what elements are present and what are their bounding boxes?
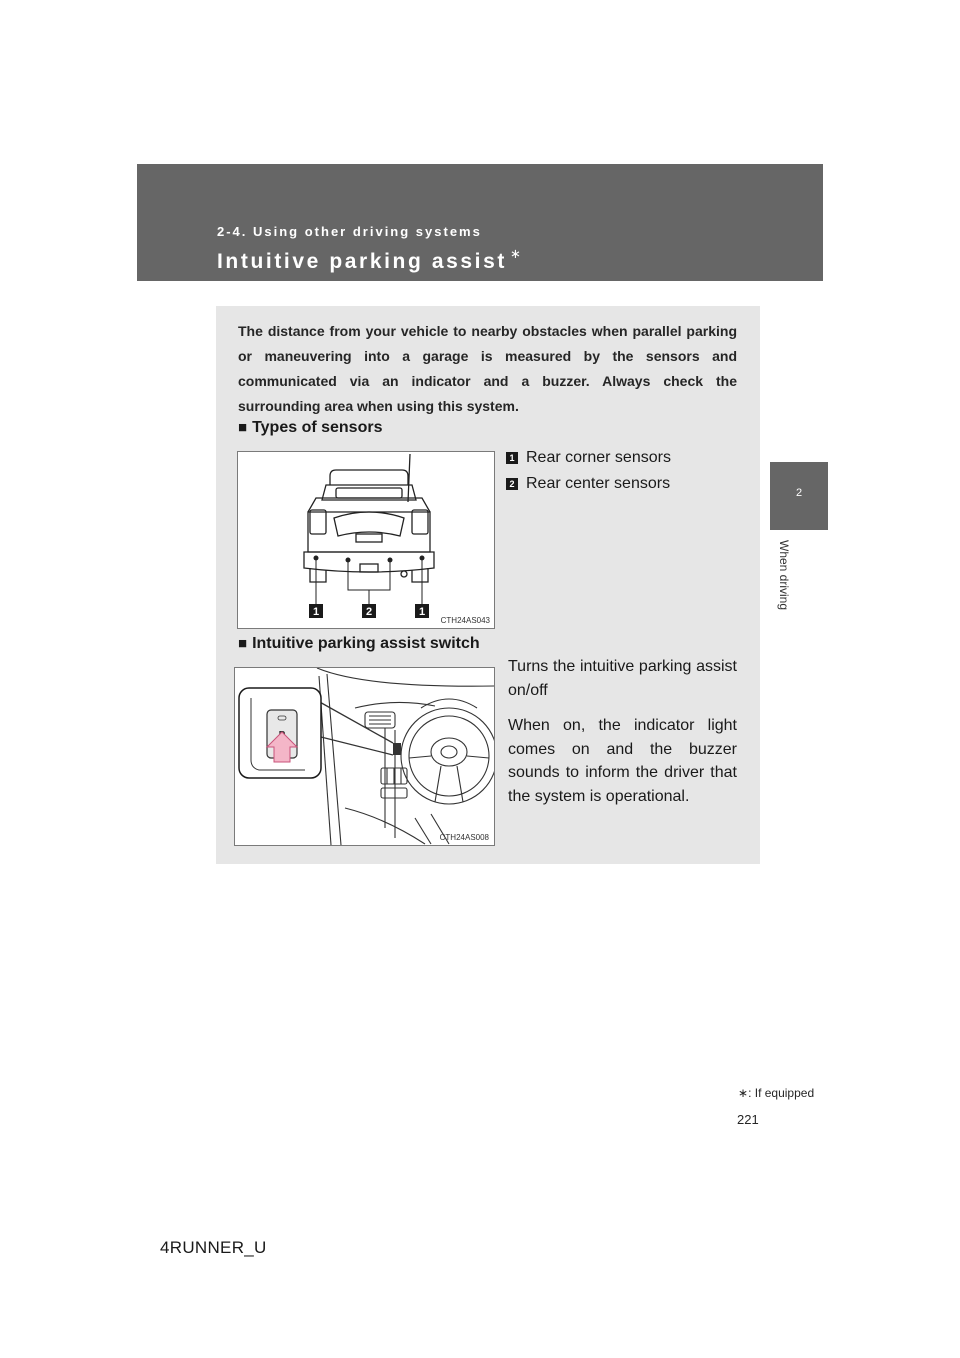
left-taillight	[310, 510, 326, 534]
roof-outline	[330, 470, 408, 485]
subheading-types-of-sensors	[238, 419, 382, 437]
square-bullet-icon: ■	[238, 419, 248, 436]
exhaust-tip	[401, 571, 407, 577]
page-header	[137, 164, 823, 281]
footnote	[738, 1086, 814, 1100]
subheading-parking-assist-switch	[238, 635, 480, 653]
page-title-text: Intuitive parking assist	[217, 250, 507, 273]
gauge-cluster	[421, 699, 477, 708]
legend-text: Rear center sensors	[526, 475, 671, 492]
description-on-off: Turns the intuitive parking assist on/off	[508, 658, 737, 699]
square-bullet-icon: ■	[238, 635, 248, 652]
right-taillight	[412, 510, 428, 534]
dash-top-line	[317, 668, 494, 686]
number-badge: 2	[506, 478, 518, 490]
callout-1-right: 1	[418, 606, 426, 618]
hitch-receiver	[360, 564, 378, 572]
legend-item-rear-corner-sensors	[506, 449, 671, 467]
model-code: 4RUNNER_U	[160, 1238, 267, 1257]
rear-sensors-figure	[237, 451, 495, 629]
intro-text: The distance from your vehicle to nearby obstacles when parallel parking or maneuvering into a garage is measured by the sensors and communicated via an indicator and a buzzer. Always check the surrounding area when using this system.	[238, 323, 737, 414]
vehicle-rear-illustration	[238, 452, 494, 628]
rear-glass	[336, 488, 402, 498]
switch-location-figure	[234, 667, 495, 846]
bumper-outline	[304, 552, 434, 572]
description-indicator: When on, the indicator light comes on and the buzzer sounds to inform the driver that the system is operational.	[508, 717, 737, 805]
section-label: 2-4. Using other driving systems	[217, 224, 482, 239]
switch-location-marker	[393, 743, 401, 755]
callout-1-left: 1	[312, 606, 320, 618]
chapter-number: 2	[795, 487, 803, 499]
page-title	[217, 248, 523, 274]
subheading-text: Types of sensors	[252, 419, 383, 436]
legend-text: Rear corner sensors	[526, 449, 671, 466]
tailgate-garnish	[334, 512, 404, 536]
optional-equipment-marker: ∗	[509, 246, 524, 261]
footnote-text: : If equipped	[748, 1086, 815, 1100]
number-badge: 1	[506, 452, 518, 464]
callout-2: 2	[365, 606, 373, 618]
figure-code: CTH24AS043	[440, 616, 490, 625]
steering-wheel-hub	[431, 738, 467, 766]
subheading-text: Intuitive parking assist switch	[252, 635, 480, 652]
license-plate-light	[356, 534, 382, 542]
footnote-marker: ∗	[738, 1086, 749, 1100]
figure-code: CTH24AS008	[439, 833, 489, 842]
steering-wheel-logo	[441, 746, 457, 758]
legend-item-rear-center-sensors	[506, 475, 670, 493]
cockpit-illustration	[235, 668, 494, 845]
steering-wheel-rim	[401, 708, 494, 804]
chapter-number-tab[interactable]	[770, 462, 828, 530]
content-box	[216, 306, 760, 864]
chapter-title: When driving	[777, 540, 791, 611]
page-number: 221	[737, 1112, 759, 1127]
